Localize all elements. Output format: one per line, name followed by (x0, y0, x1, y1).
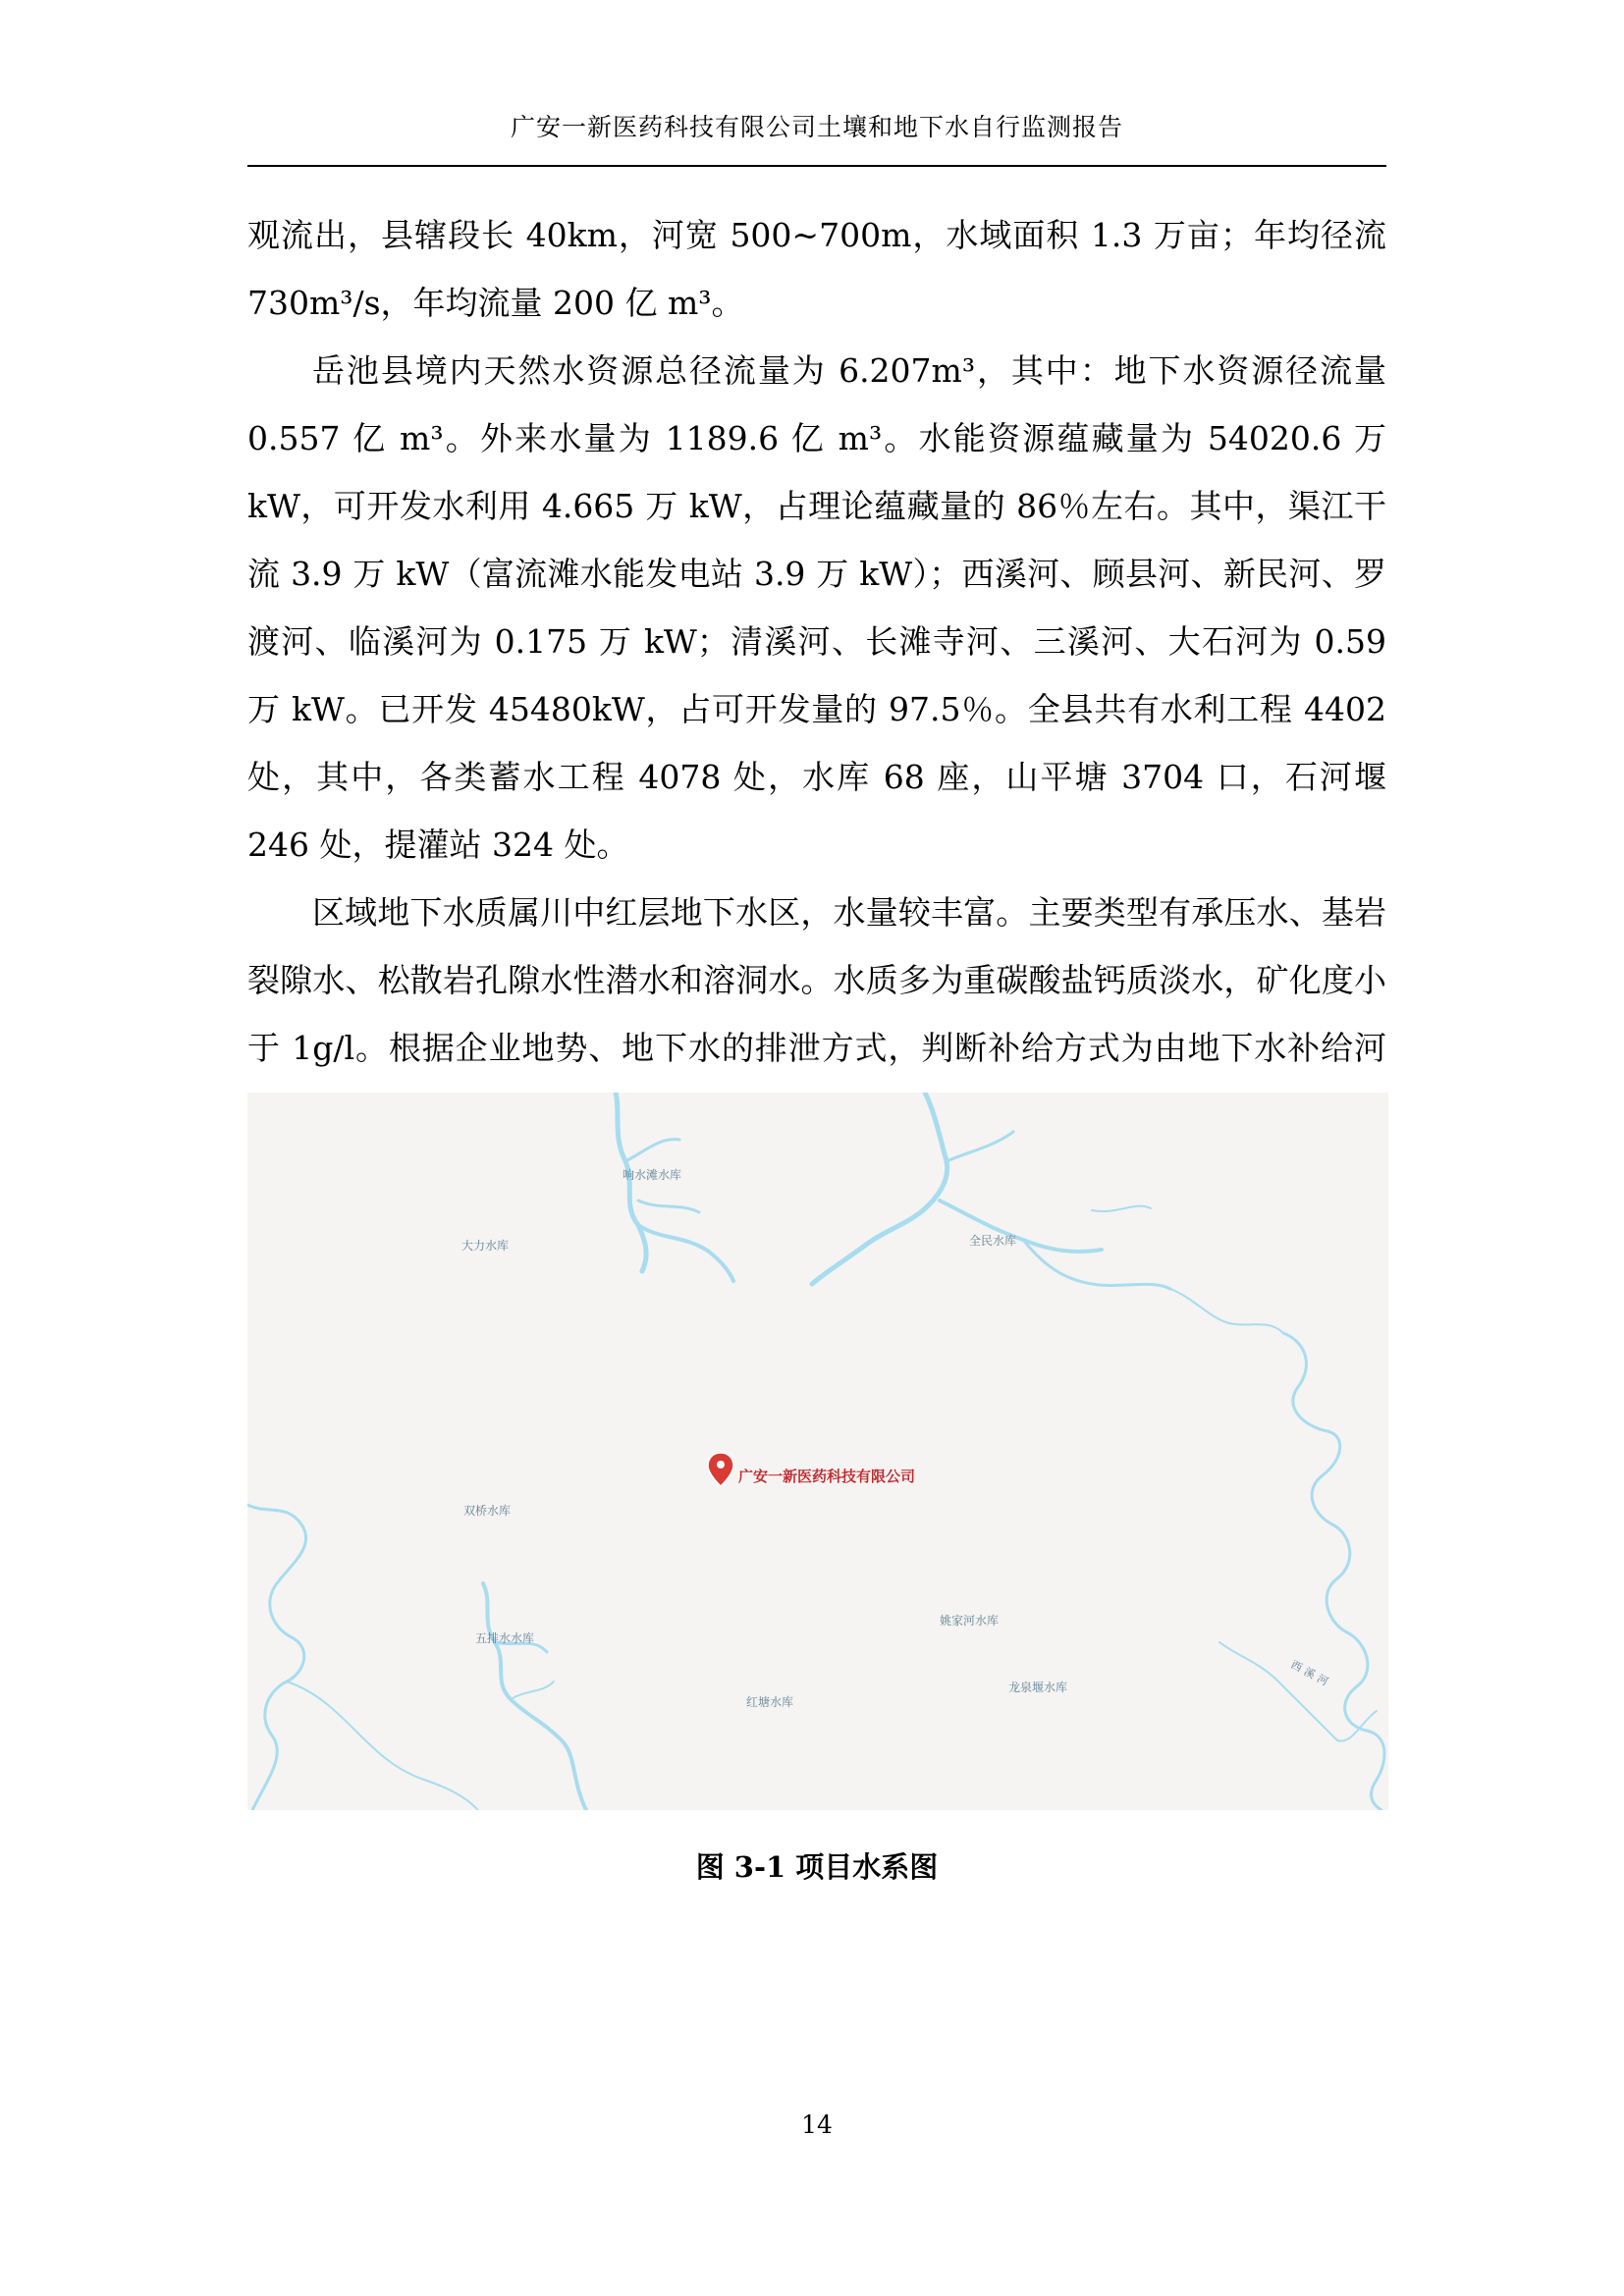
map-label-longquanyan: 龙泉堰水库 (1008, 1681, 1068, 1694)
map-label-yaojiahe: 姚家河水库 (940, 1614, 1000, 1628)
figure-caption: 图 3-1 项目水系图 (695, 1850, 939, 1884)
running-header: 广安一新医药科技有限公司土壤和地下水自行监测报告 (510, 113, 1123, 141)
map-label-xiangshuitan: 响水滩水库 (623, 1168, 682, 1182)
header-rule (247, 165, 1386, 167)
paragraph-3: 区域地下水质属川中红层地下水区，水量较丰富。主要类型有承压水、基岩裂隙水、松散岩孔隙水性潜水和溶洞水。水质多为重碳酸盐钙质淡水，矿化度小于 1g/l。根据企业地势、地下水的排泄方式，判断补给方式为由地下水补给河 (247, 893, 1386, 1067)
map-label-dali: 大力水库 (461, 1239, 510, 1253)
paragraph-1: 观流出，县辖段长 40km，河宽 500~700m，水域面积 1.3 万亩；年均径流 730m³/s，年均流量 200 亿 m³。 (247, 216, 1386, 322)
body-text (247, 201, 1386, 1149)
page-number: 14 (801, 2110, 833, 2139)
paragraph-2: 岳池县境内天然水资源总径流量为 6.207m³，其中：地下水资源径流量 0.557 亿 m³。外来水量为 1189.6 亿 m³。水能资源蕴藏量为 54020.6 万 kW，可开发水利用 4.665 万 kW，占理论蕴藏量的 86％左右。其中，渠江干流 3.9 万 kW（富流滩水能发电站 3.9 万 kW）；西溪河、顾县河、新民河、罗渡河、临溪河为 0.175 万 kW；清溪河、长滩寺河、三溪河、大石河为 0.59 万 kW。已开发 45480kW，占可开发量的 97.5％。全县共有水利工程 4402 处，其中，各类蓄水工程 4078 处，水库 68 座，山平塘 3704 口，石河堰 246 处，提灌站 324 处。 (247, 351, 1386, 864)
map-label-hongtang: 红塘水库 (746, 1695, 794, 1709)
water-system-map (247, 1093, 1388, 1810)
map-label-shuangqiao: 双桥水库 (463, 1504, 512, 1518)
company-map-label: 广安一新医药科技有限公司 (738, 1468, 916, 1485)
map-label-xixi-river: 西溪河 (1288, 1658, 1334, 1690)
map-label-quanmin: 全民水库 (969, 1234, 1017, 1248)
map-label-wupaishui: 五排水水库 (475, 1631, 535, 1645)
